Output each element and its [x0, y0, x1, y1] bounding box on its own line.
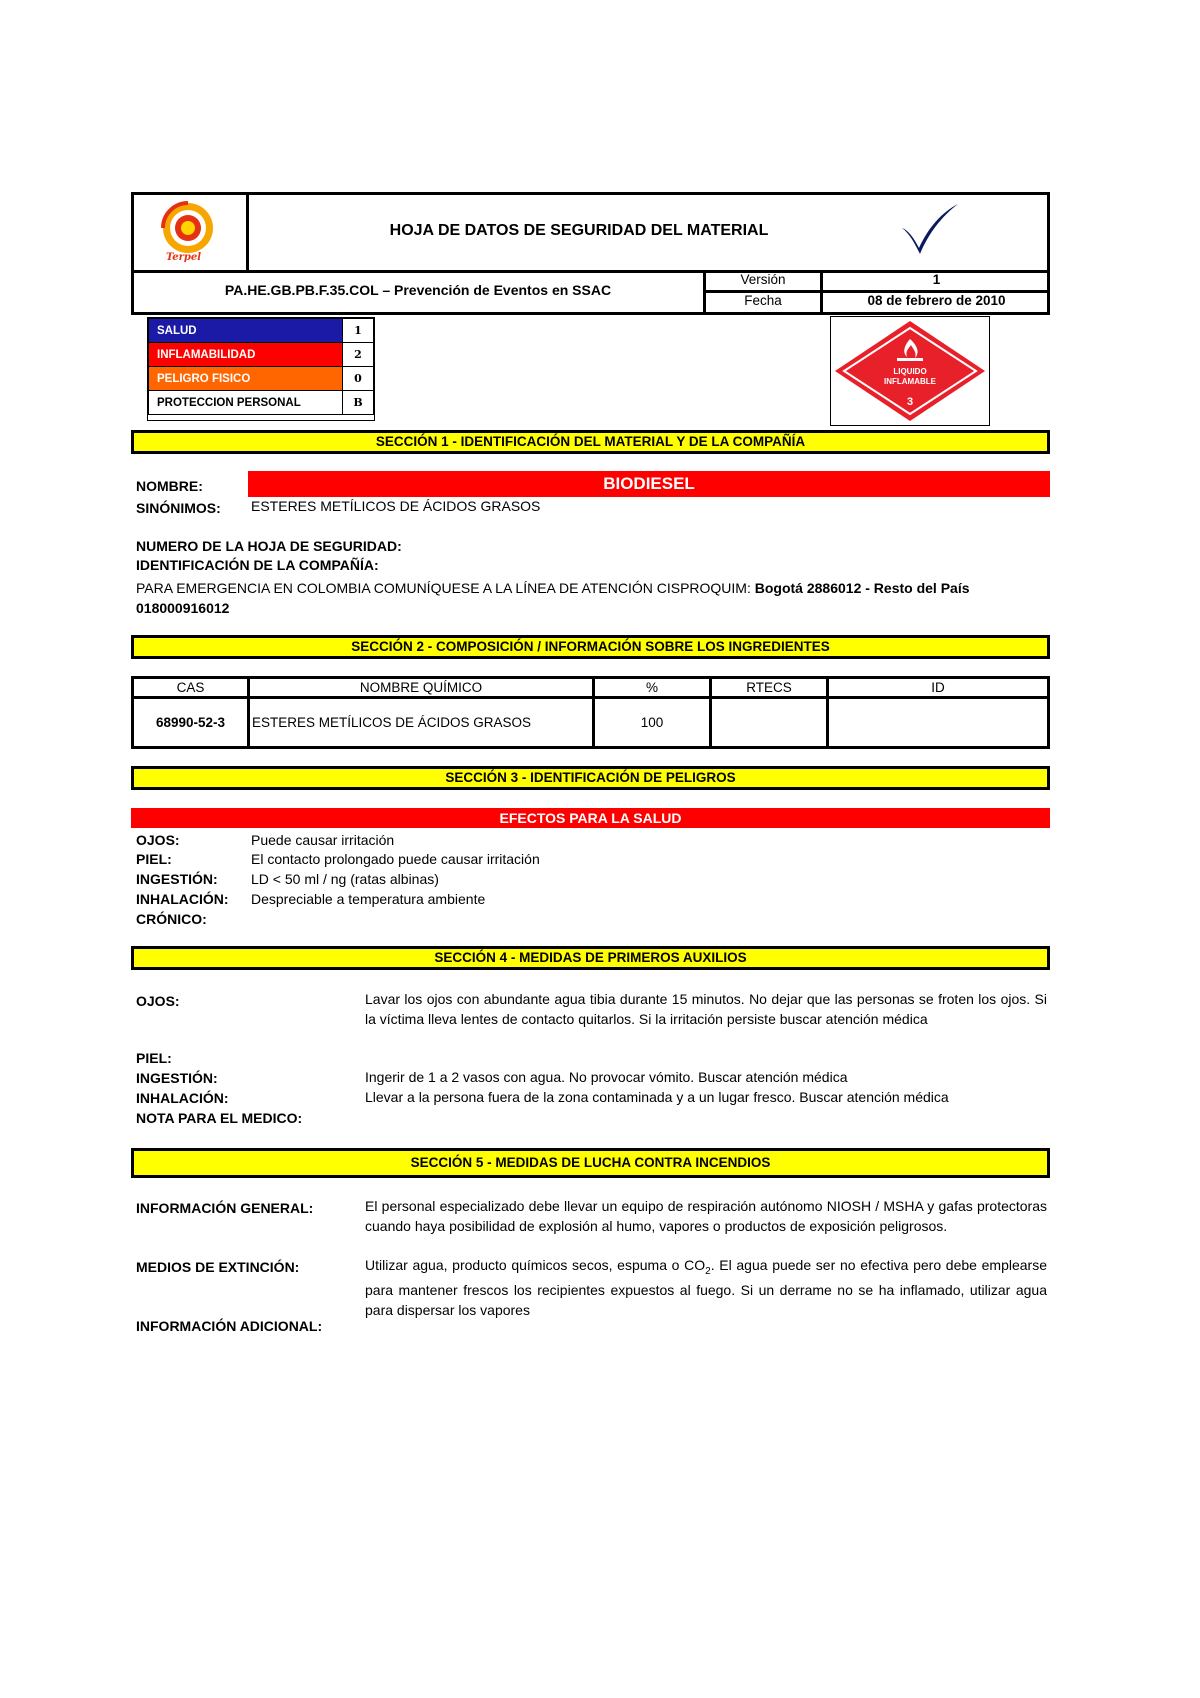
- percent-cell: 100: [594, 698, 711, 748]
- rtecs-cell: [711, 698, 828, 748]
- col-header: ID: [828, 678, 1049, 698]
- nombre-label: NOMBRE:: [136, 478, 203, 494]
- emergencia-text: [136, 578, 1050, 618]
- s3-label: INHALACIÓN:: [136, 891, 229, 907]
- s4-ingestion-value: Ingerir de 1 a 2 vasos con agua. No provocar vómito. Buscar atención médica: [365, 1069, 848, 1085]
- s4-inhalacion-value: Llevar a la persona fuera de la zona contaminada y a un lugar fresco. Buscar atención médica: [365, 1089, 949, 1105]
- s4-piel-label: PIEL:: [136, 1050, 172, 1066]
- s4-ojos-value: Lavar los ojos con abundante agua tibia durante 15 minutos. No dejar que las personas se froten los ojos. Si la víctima lleva lentes de contacto quitarlos. Si la irritación persiste buscar atención médica: [365, 991, 1047, 1027]
- id-cell: [828, 698, 1049, 748]
- date-label: Fecha: [744, 293, 782, 308]
- date-value: 08 de febrero de 2010: [867, 293, 1006, 308]
- nfpa-value: B: [343, 391, 374, 415]
- nfpa-label: SALUD: [149, 319, 343, 343]
- s4-inhalacion-label: INHALACIÓN:: [136, 1090, 229, 1106]
- nfpa-label: PELIGRO FISICO: [149, 367, 343, 391]
- s5-extincion-text-a: Utilizar agua, producto químicos secos, espuma o CO: [365, 1257, 706, 1273]
- section3-title: SECCIÓN 3 - IDENTIFICACIÓN DE PELIGROS: [131, 766, 1050, 790]
- s3-label: CRÓNICO:: [136, 911, 207, 927]
- s5-general-value: El personal especializado debe llevar un equipo de respiración autónomo NIOSH / MSHA y gafas protectoras cuando haya posibilidad de explosión al humo, vapores o productos de exposición peligrosos.: [365, 1198, 1047, 1234]
- nfpa-row: [149, 343, 374, 367]
- numero-hoja-label: NUMERO DE LA HOJA DE SEGURIDAD:: [136, 538, 402, 554]
- sinonimos-value: ESTERES METÍLICOS DE ÁCIDOS GRASOS: [251, 498, 541, 514]
- nfpa-value: 0: [343, 367, 374, 391]
- s3-label: INGESTIÓN:: [136, 871, 218, 887]
- nfpa-row: [149, 391, 374, 415]
- nfpa-rating-table: [148, 318, 374, 415]
- nfpa-label: PROTECCION PERSONAL: [149, 391, 343, 415]
- nfpa-row: [149, 319, 374, 343]
- table-row: [133, 698, 1049, 748]
- version-value: 1: [932, 272, 941, 287]
- composition-table: [131, 676, 1050, 749]
- s3-value: Puede causar irritación: [251, 832, 395, 848]
- nombre-value: BIODIESEL: [248, 471, 1050, 497]
- s5-extincion-text-b: . El agua puede ser no efectiva pero debe emplearse para mantener frescos los recipientes expuestos al fuego. Si un derrame no se ha inflamado, utilizar agua para dispersar los vapores: [365, 1257, 1047, 1318]
- section4-title: SECCIÓN 4 - MEDIDAS DE PRIMEROS AUXILIOS: [131, 946, 1050, 970]
- nfpa-value: 1: [343, 319, 374, 343]
- s3-value: El contacto prolongado puede causar irritación: [251, 851, 540, 867]
- placard-line1: LIQUIDO: [893, 367, 927, 376]
- hazard-placard: [830, 316, 990, 426]
- s3-value: LD < 50 ml / ng (ratas albinas): [251, 871, 439, 887]
- col-header: %: [594, 678, 711, 698]
- cas-cell: 68990-52-3: [133, 698, 249, 748]
- compania-label: IDENTIFICACIÓN DE LA COMPAÑÍA:: [136, 557, 379, 573]
- terpel-logo-text: Terpel: [166, 252, 202, 263]
- section5-title: SECCIÓN 5 - MEDIDAS DE LUCHA CONTRA INCENDIOS: [131, 1148, 1050, 1178]
- s5-extincion-label: MEDIOS DE EXTINCIÓN:: [136, 1259, 300, 1275]
- efectos-salud-title: EFECTOS PARA LA SALUD: [131, 808, 1050, 828]
- section1-title: SECCIÓN 1 - IDENTIFICACIÓN DEL MATERIAL Y DE LA COMPAÑÍA: [131, 430, 1050, 454]
- col-header: CAS: [133, 678, 249, 698]
- s4-nota-label: NOTA PARA EL MEDICO:: [136, 1110, 303, 1126]
- checkmark-icon: [898, 202, 962, 256]
- s4-ingestion-label: INGESTIÓN:: [136, 1070, 218, 1086]
- col-header: NOMBRE QUÍMICO: [249, 678, 594, 698]
- s5-extincion-sub: 2: [705, 1265, 711, 1277]
- nfpa-row: [149, 367, 374, 391]
- nombre-quimico-cell: ESTERES METÍLICOS DE ÁCIDOS GRASOS: [249, 698, 594, 748]
- s5-general-label: INFORMACIÓN GENERAL:: [136, 1200, 314, 1216]
- nfpa-value: 2: [343, 343, 374, 367]
- placard-class: 3: [906, 396, 914, 408]
- emergencia-phones: Bogotá 2886012 - Resto del País 018000916012: [136, 580, 970, 616]
- s3-value: Despreciable a temperatura ambiente: [251, 891, 486, 907]
- nfpa-label: INFLAMABILIDAD: [149, 343, 343, 367]
- s5-extincion-value: [365, 1256, 1047, 1320]
- sinonimos-label: SINÓNIMOS:: [136, 500, 221, 516]
- section2-title: SECCIÓN 2 - COMPOSICIÓN / INFORMACIÓN SOBRE LOS INGREDIENTES: [131, 635, 1050, 659]
- version-label: Versión: [740, 272, 786, 287]
- s3-label: PIEL:: [136, 851, 172, 867]
- table-header-row: [133, 678, 1049, 698]
- col-header: RTECS: [711, 678, 828, 698]
- emergencia-lead: PARA EMERGENCIA EN COLOMBIA COMUNÍQUESE A LA LÍNEA DE ATENCIÓN CISPROQUIM:: [136, 580, 755, 596]
- placard-line2: INFLAMABLE: [884, 377, 936, 386]
- document-title: HOJA DE DATOS DE SEGURIDAD DEL MATERIAL: [389, 222, 769, 239]
- terpel-logo: [150, 200, 228, 266]
- s4-ojos-label: OJOS:: [136, 993, 180, 1009]
- document-code: PA.HE.GB.PB.F.35.COL – Prevención de Eventos en SSAC: [224, 282, 612, 298]
- s5-adicional-label: INFORMACIÓN ADICIONAL:: [136, 1318, 323, 1334]
- s3-label: OJOS:: [136, 832, 180, 848]
